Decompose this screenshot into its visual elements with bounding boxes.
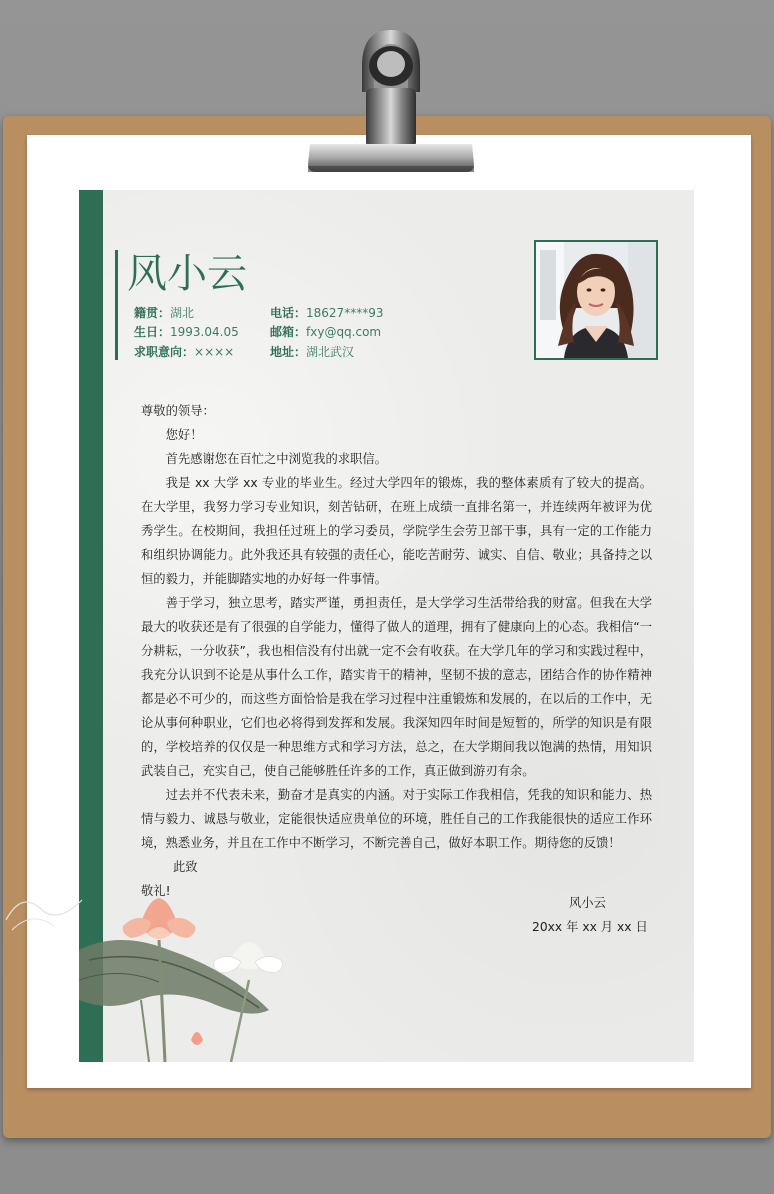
title-accent-rule: [115, 250, 118, 360]
info-label: 求职意向：: [134, 345, 195, 359]
info-label: 电话：: [270, 306, 307, 320]
letter-paragraph: 过去并不代表未来，勤奋才是真实的内涵。对于实际工作我相信，凭我的知识和能力、热情与毅力、诚恳与敬业，定能很快适应贵单位的环境，胜任自己的工作我能很快的适应工作环境，熟悉业务，并且在工作中不断学习，不断完善自己，做好本职工作。期待您的反馈！: [141, 788, 652, 850]
binder-clip-icon: [296, 26, 486, 182]
letter-signature: 风小云: [569, 896, 606, 910]
info-email: [270, 324, 381, 340]
letter-date: 20xx 年 xx 月 xx 日: [532, 920, 648, 934]
letter-closing-2: 敬礼!: [141, 884, 171, 898]
info-value: 湖北武汉: [306, 345, 355, 359]
applicant-name: 风小云: [127, 251, 247, 297]
info-value: 1993.04.05: [170, 325, 239, 339]
info-value: fxy@qq.com: [306, 325, 382, 339]
watermark-mark: [2, 880, 92, 940]
info-native-place: [134, 305, 194, 321]
letter-salutation: 尊敬的领导：: [141, 404, 215, 418]
letter-paragraph: 善于学习，独立思考，踏实严谨，勇担责任，是大学学习生活带给我的财富。但我在大学最大的收获还是有了很强的自学能力，懂得了做人的道理，拥有了健康向上的心态。我相信“一分耕耘，一分收获”，我也相信没有付出就一定不会有收获。在大学几年的学习和实践过程中，我充分认识到不论是从事什么工作，踏实肯干的精神，坚韧不拔的意志，团结合作的协作精神都是必不可少的，而这些方面恰恰是我在学习过程中注重锻炼和发展的，在以后的工作中，无论从事何种职业，它们也必将得到发挥和发展。我深知四年时间是短暂的，所学的知识是有限的，学校培养的仅仅是一种思维方式和学习方法，总之，在大学期间我以饱满的热情，用知识武装自己，充实自己，使自己能够胜任许多的工作，真正做到游刃有余。: [141, 596, 652, 778]
info-value: 湖北: [170, 306, 195, 320]
info-job-intent: [134, 344, 234, 360]
info-phone: [270, 305, 383, 321]
info-address: [270, 344, 354, 360]
info-value: ××××: [194, 345, 235, 359]
info-label: 生日：: [134, 325, 171, 339]
info-value: 18627****93: [306, 306, 384, 320]
info-birthday: [134, 324, 239, 340]
info-label: 邮箱：: [270, 325, 307, 339]
cover-letter-body: [141, 399, 652, 903]
info-label: 籍贯：: [134, 306, 171, 320]
profile-photo: [534, 240, 658, 360]
lotus-illustration: [79, 890, 299, 1062]
letter-paragraph: 首先感谢您在百忙之中浏览我的求职信。: [165, 452, 387, 466]
letter-closing-1: 此致: [173, 860, 198, 874]
portrait-image: [536, 242, 656, 358]
info-label: 地址：: [270, 345, 307, 359]
resume-sheet: [79, 190, 694, 1062]
letter-greeting: 您好！: [165, 428, 203, 442]
letter-paragraph: 我是 xx 大学 xx 专业的毕业生。经过大学四年的锻炼，我的整体素质有了较大的提高。在大学里，我努力学习专业知识，刻苦钻研，在班上成绩一直排名第一，并连续两年被评为优秀学生。在校期间，我担任过班上的学习委员，学院学生会劳卫部干事，具有一定的工作能力和组织协调能力。此外我还具有较强的责任心，能吃苦耐劳、诚实、自信、敬业；具备持之以恒的毅力，并能脚踏实地的办好每一件事情。: [141, 476, 652, 586]
